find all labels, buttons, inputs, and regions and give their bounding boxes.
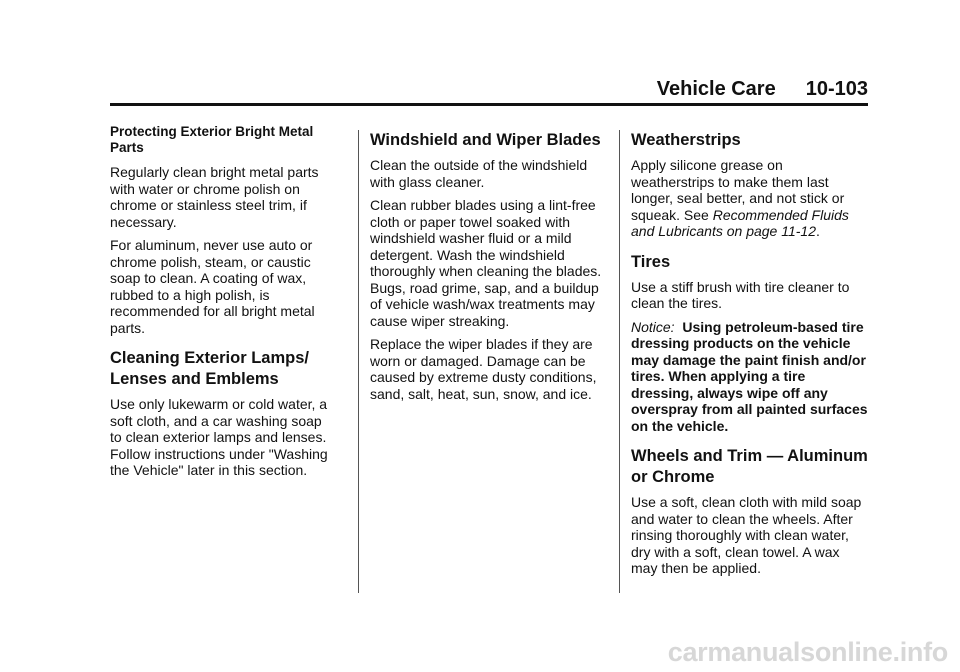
notice-tires (631, 319, 868, 435)
column-2 (370, 124, 608, 409)
paragraph-bright-metal-1: Regularly clean bright metal parts with water or chrome polish on chrome or stainless steel trim, if necessary. (110, 164, 319, 230)
fluids-lubricants-reference[interactable]: Recommended Fluids and Lubricants on page 11-12 (631, 206, 849, 239)
heading-tires: Tires (631, 252, 671, 271)
column-divider-1 (358, 130, 359, 593)
paragraph-windshield-2: Clean rubber blades using a lint-free cloth or paper towel soaked with windshield washer fluid or a mild detergent. Wash the windshield thoroughly when cleaning the blades. Bugs, road grime, sap, and a buildup of vehicle wash/wax treatments may cause wiper streaking. (370, 197, 602, 329)
paragraph-tires: Use a stiff brush with tire cleaner to clean the tires. (631, 278, 850, 311)
paragraph-wheels-trim: Use a soft, clean cloth with mild soap and water to clean the wheels. After rinsing thoroughly with clean water, dry with a soft, clean towel. A wax may then be applied. (631, 494, 862, 576)
column-divider-2 (619, 130, 620, 593)
watermark: carmanualsonline.info (667, 637, 948, 667)
subhead-bright-metal: Protecting Exterior Bright Metal Parts (110, 124, 314, 155)
paragraph-exterior-lamps: Use only lukewarm or cold water, a soft cloth, and a car washing soap to clean exterior lamps and lenses. Follow instructions under "Washing the Vehicle" later in this section. (110, 396, 328, 478)
heading-wheels-trim: Wheels and Trim — Aluminum or Chrome (631, 447, 868, 486)
notice-label: Notice: (631, 318, 675, 335)
page-number: 10-103 (805, 78, 868, 100)
heading-windshield: Windshield and Wiper Blades (370, 131, 601, 149)
heading-weatherstrips: Weatherstrips (631, 131, 741, 149)
paragraph-windshield-3: Replace the wiper blades if they are worn or damaged. Damage can be caused by extreme dusty conditions, sand, salt, heat, sun, snow, and ice. (370, 336, 597, 402)
page-header (110, 78, 868, 104)
weatherstrips-text: Apply silicone grease on weatherstrips to make them last longer, seal better, and not stick or squeak. See (631, 157, 845, 223)
notice-text: Using petroleum-based tire dressing products on the vehicle may damage the paint finish and/or tires. When applying a tire dressing, always wipe off any overspray from all painted surfaces on the vehicle. (631, 318, 868, 434)
column-1 (110, 124, 336, 486)
column-3 (631, 124, 868, 584)
section-title: Vehicle Care (656, 78, 776, 100)
paragraph-windshield-1: Clean the outside of the windshield with glass cleaner. (370, 157, 588, 190)
weatherstrips-end: . (816, 223, 820, 239)
paragraph-weatherstrips (631, 157, 868, 240)
heading-exterior-lamps: Cleaning Exterior Lamps/ Lenses and Emblems (110, 349, 309, 388)
paragraph-bright-metal-2: For aluminum, never use auto or chrome polish, steam, or caustic soap to clean. A coating of wax, rubbed to a high polish, is recommended for all bright metal parts. (110, 237, 315, 336)
header-rule (110, 103, 868, 106)
